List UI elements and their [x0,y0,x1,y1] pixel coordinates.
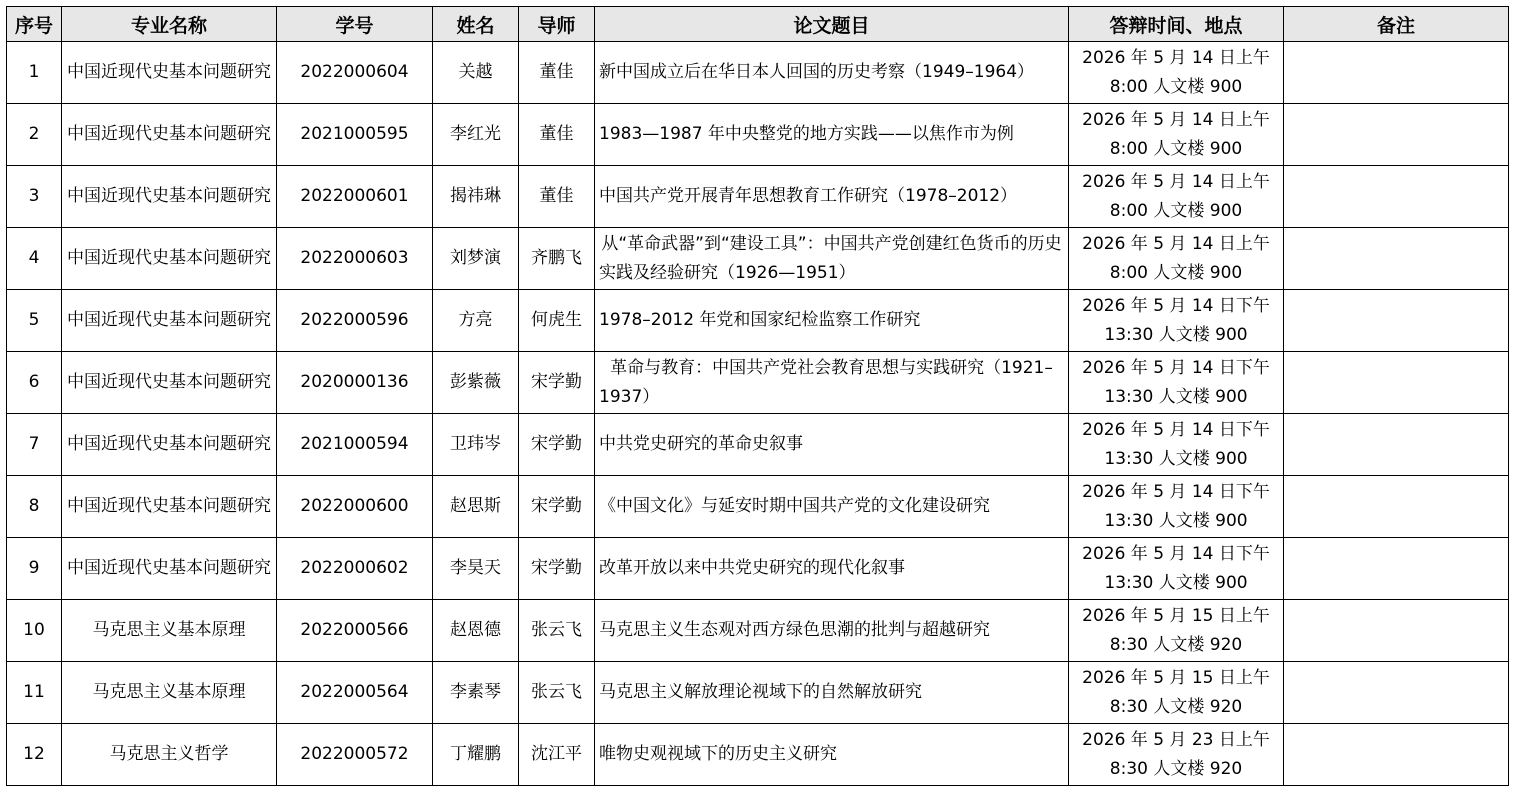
cell-note [1284,290,1509,352]
cell-advisor: 张云飞 [519,600,595,662]
cell-note [1284,662,1509,724]
cell-note [1284,414,1509,476]
cell-name: 李红光 [433,104,519,166]
cell-thesis-title: 马克思主义解放理论视域下的自然解放研究 [595,662,1069,724]
cell-major: 中国近现代史基本问题研究 [62,166,277,228]
cell-seq: 12 [7,724,62,786]
cell-note [1284,42,1509,104]
cell-note [1284,166,1509,228]
cell-defense-time: 2026 年 5 月 14 日上午 8:00 人文楼 900 [1069,104,1284,166]
cell-advisor: 宋学勤 [519,352,595,414]
cell-name: 李昊天 [433,538,519,600]
cell-name: 方亮 [433,290,519,352]
cell-seq: 8 [7,476,62,538]
table-row [7,42,1509,104]
cell-name: 揭祎琳 [433,166,519,228]
cell-student-id: 2022000564 [277,662,433,724]
cell-advisor: 沈江平 [519,724,595,786]
cell-student-id: 2022000604 [277,42,433,104]
cell-student-id: 2020000136 [277,352,433,414]
cell-student-id: 2021000594 [277,414,433,476]
cell-seq: 9 [7,538,62,600]
header-advisor: 导师 [519,7,595,42]
cell-seq: 1 [7,42,62,104]
cell-advisor: 张云飞 [519,662,595,724]
header-seq: 序号 [7,7,62,42]
cell-seq: 5 [7,290,62,352]
cell-name: 赵恩德 [433,600,519,662]
cell-major: 马克思主义基本原理 [62,662,277,724]
cell-defense-time: 2026 年 5 月 14 日上午 8:00 人文楼 900 [1069,42,1284,104]
cell-thesis-title: 《中国文化》与延安时期中国共产党的文化建设研究 [595,476,1069,538]
cell-name: 刘梦演 [433,228,519,290]
cell-name: 彭紫薇 [433,352,519,414]
table-row [7,166,1509,228]
cell-seq: 2 [7,104,62,166]
cell-thesis-title: 唯物史观视域下的历史主义研究 [595,724,1069,786]
cell-note [1284,600,1509,662]
header-major: 专业名称 [62,7,277,42]
cell-advisor: 董佳 [519,104,595,166]
cell-defense-time: 2026 年 5 月 14 日上午 8:00 人文楼 900 [1069,166,1284,228]
cell-thesis-title: 中共党史研究的革命史叙事 [595,414,1069,476]
cell-name: 关越 [433,42,519,104]
cell-thesis-title: 革命与教育：中国共产党社会教育思想与实践研究（1921–1937） [595,352,1069,414]
cell-seq: 11 [7,662,62,724]
cell-name: 丁耀鹏 [433,724,519,786]
cell-name: 李素琴 [433,662,519,724]
cell-student-id: 2022000600 [277,476,433,538]
cell-student-id: 2022000603 [277,228,433,290]
cell-student-id: 2022000601 [277,166,433,228]
table-row [7,228,1509,290]
cell-seq: 3 [7,166,62,228]
cell-defense-time: 2026 年 5 月 23 日上午 8:30 人文楼 920 [1069,724,1284,786]
defense-schedule-table [6,6,1509,786]
cell-major: 中国近现代史基本问题研究 [62,538,277,600]
header-row [7,7,1509,42]
cell-major: 中国近现代史基本问题研究 [62,42,277,104]
header-thesis-title: 论文题目 [595,7,1069,42]
table-row [7,724,1509,786]
cell-student-id: 2022000602 [277,538,433,600]
cell-thesis-title: 中国共产党开展青年思想教育工作研究（1978–2012） [595,166,1069,228]
cell-note [1284,352,1509,414]
cell-note [1284,104,1509,166]
header-student-id: 学号 [277,7,433,42]
cell-major: 中国近现代史基本问题研究 [62,290,277,352]
cell-student-id: 2022000596 [277,290,433,352]
cell-defense-time: 2026 年 5 月 14 日下午 13:30 人文楼 900 [1069,538,1284,600]
header-defense-time-place: 答辩时间、地点 [1069,7,1284,42]
table-row [7,538,1509,600]
cell-seq: 6 [7,352,62,414]
table-row [7,662,1509,724]
table-row [7,476,1509,538]
cell-defense-time: 2026 年 5 月 15 日上午 8:30 人文楼 920 [1069,600,1284,662]
cell-advisor: 宋学勤 [519,538,595,600]
cell-seq: 7 [7,414,62,476]
cell-thesis-title: 新中国成立后在华日本人回国的历史考察（1949–1964） [595,42,1069,104]
cell-major: 马克思主义哲学 [62,724,277,786]
table-row [7,290,1509,352]
cell-student-id: 2022000572 [277,724,433,786]
cell-seq: 4 [7,228,62,290]
cell-note [1284,476,1509,538]
cell-major: 中国近现代史基本问题研究 [62,476,277,538]
cell-thesis-title: 1983—1987 年中央整党的地方实践——以焦作市为例 [595,104,1069,166]
cell-major: 中国近现代史基本问题研究 [62,414,277,476]
table-row [7,600,1509,662]
cell-note [1284,724,1509,786]
header-note: 备注 [1284,7,1509,42]
header-name: 姓名 [433,7,519,42]
cell-defense-time: 2026 年 5 月 14 日下午 13:30 人文楼 900 [1069,352,1284,414]
cell-defense-time: 2026 年 5 月 14 日上午 8:00 人文楼 900 [1069,228,1284,290]
cell-defense-time: 2026 年 5 月 14 日下午 13:30 人文楼 900 [1069,290,1284,352]
cell-defense-time: 2026 年 5 月 14 日下午 13:30 人文楼 900 [1069,476,1284,538]
cell-advisor: 董佳 [519,166,595,228]
cell-note [1284,538,1509,600]
cell-name: 赵思斯 [433,476,519,538]
cell-major: 中国近现代史基本问题研究 [62,104,277,166]
table-row [7,104,1509,166]
cell-seq: 10 [7,600,62,662]
cell-advisor: 董佳 [519,42,595,104]
cell-major: 中国近现代史基本问题研究 [62,352,277,414]
cell-student-id: 2021000595 [277,104,433,166]
cell-advisor: 宋学勤 [519,414,595,476]
cell-student-id: 2022000566 [277,600,433,662]
cell-defense-time: 2026 年 5 月 15 日上午 8:30 人文楼 920 [1069,662,1284,724]
cell-name: 卫玮岑 [433,414,519,476]
cell-advisor: 齐鹏飞 [519,228,595,290]
table-row [7,352,1509,414]
cell-thesis-title: 1978–2012 年党和国家纪检监察工作研究 [595,290,1069,352]
table-row [7,414,1509,476]
cell-defense-time: 2026 年 5 月 14 日下午 13:30 人文楼 900 [1069,414,1284,476]
cell-major: 中国近现代史基本问题研究 [62,228,277,290]
cell-advisor: 何虎生 [519,290,595,352]
cell-advisor: 宋学勤 [519,476,595,538]
cell-major: 马克思主义基本原理 [62,600,277,662]
cell-note [1284,228,1509,290]
cell-thesis-title: 改革开放以来中共党史研究的现代化叙事 [595,538,1069,600]
cell-thesis-title: 马克思主义生态观对西方绿色思潮的批判与超越研究 [595,600,1069,662]
cell-thesis-title: 从“革命武器”到“建设工具”：中国共产党创建红色货币的历史实践及经验研究（1926—1951） [595,228,1069,290]
